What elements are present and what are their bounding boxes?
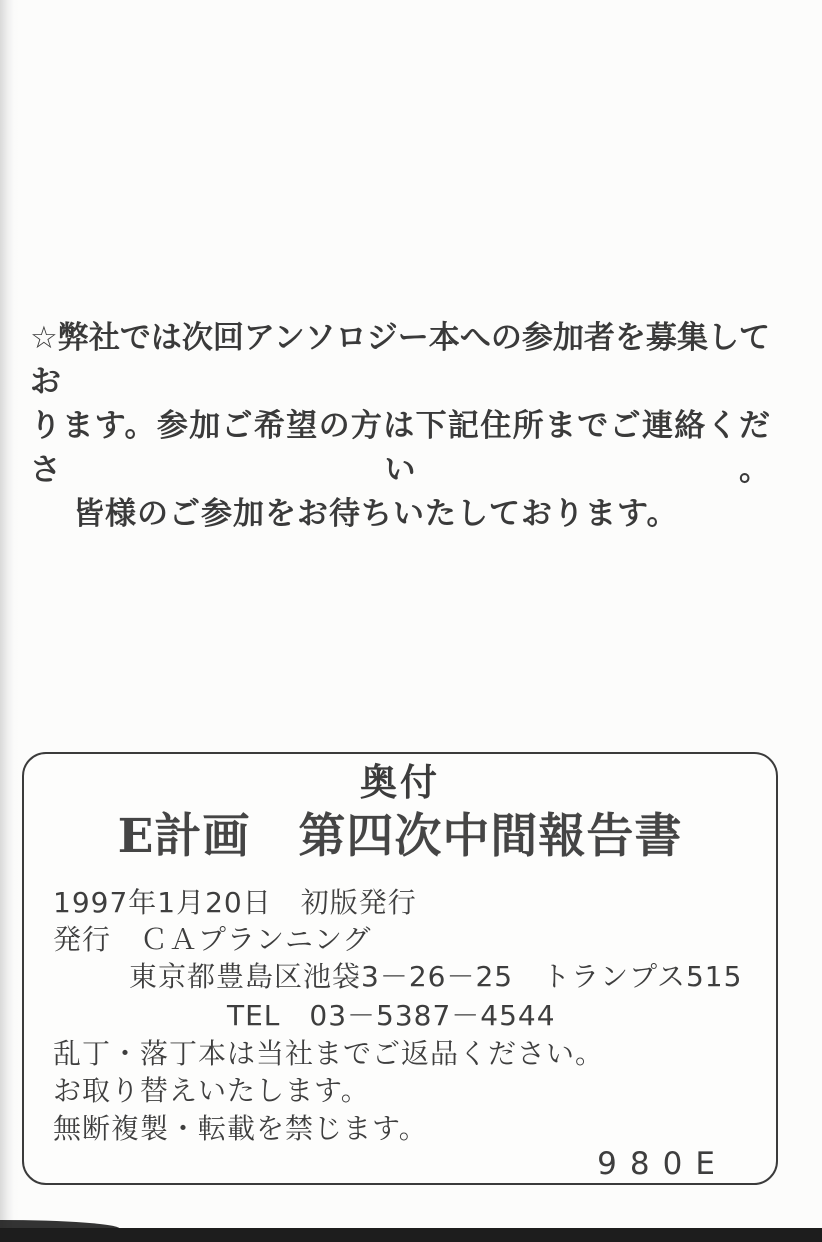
colophon-line-returns: 乱丁・落丁本は当社までご返品ください。 xyxy=(53,1037,605,1070)
notice-line: ☆弊社では次回アンソロジー本への参加者を募集してお xyxy=(30,320,770,400)
notice-line: ります。参加ご希望の方は下記住所までご連絡ください。 xyxy=(30,408,770,488)
colophon-title: E計画 第四次中間報告書 xyxy=(117,809,683,864)
colophon-label: 奥付 xyxy=(360,761,440,804)
colophon-line-date: 1997年1月20日 初版発行 xyxy=(53,886,417,919)
left-scan-shadow xyxy=(0,0,20,1242)
colophon-box xyxy=(22,752,778,1185)
colophon-line-tel: TEL 03－5387－4544 xyxy=(227,999,556,1032)
bottom-scan-bar xyxy=(0,1228,822,1242)
price-code: 980E xyxy=(597,1146,728,1182)
colophon-line-copyright: 無断複製・転載を禁じます。 xyxy=(53,1112,428,1145)
colophon-line-replacement: お取り替えいたします。 xyxy=(53,1074,370,1107)
notice-line: 皆様のご参加をお待ちいたしております。 xyxy=(73,496,679,532)
colophon-line-publisher: 発行 ＣＡプランニング xyxy=(53,923,372,956)
colophon-line-address: 東京都豊島区池袋3－26－25 トランプス515 xyxy=(129,960,743,993)
recruitment-notice xyxy=(30,316,770,536)
